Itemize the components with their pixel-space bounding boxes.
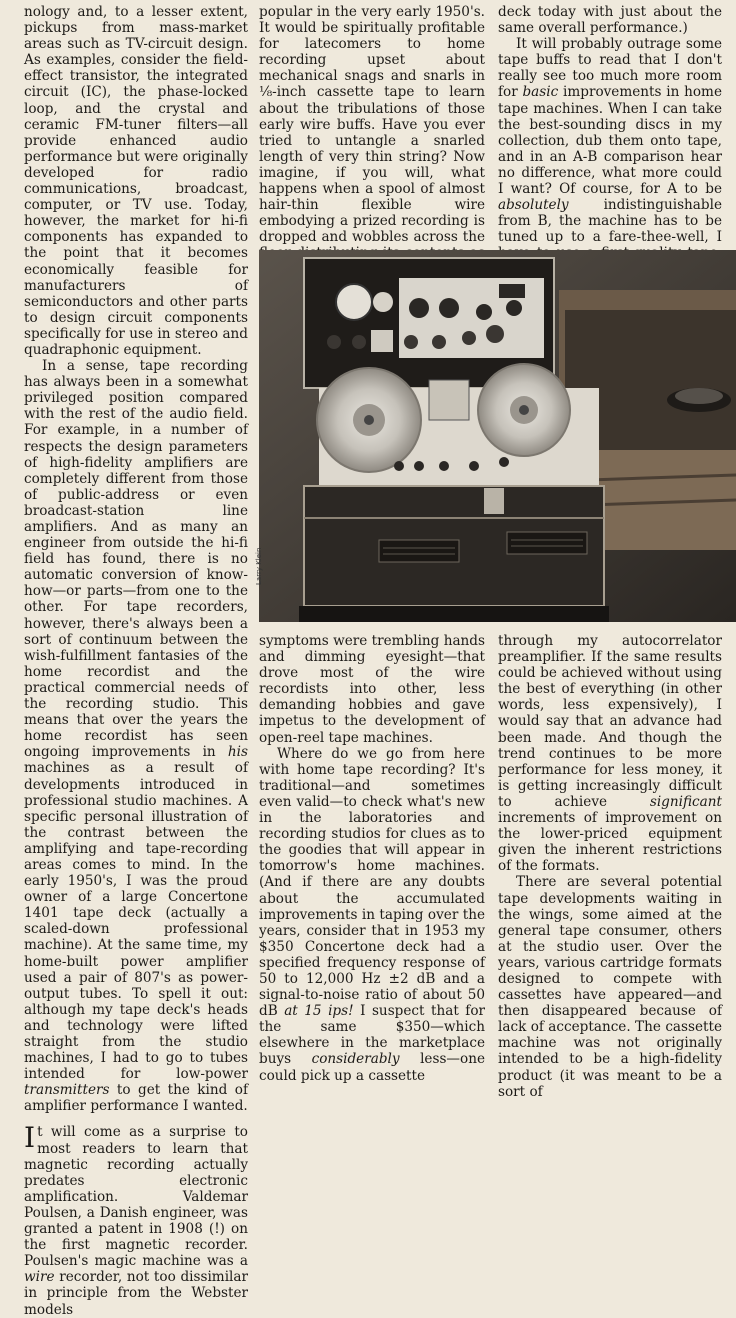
column-2-bottom: [259, 633, 485, 1084]
drop-cap: I: [24, 1121, 36, 1155]
paragraph: It will probably outrage some tape buffs to read that I don't really see too much more room for basic improvements in home tape machines. When I can take the best-sounding discs in my collection, dub them onto tape, and in an A-B comparison hear no difference, what more could I want? Of course, for A to be absolutely indistinguishable from B, the machine has to be tuned up to a fare-thee-well, I: [498, 36, 722, 246]
paragraph: It will come as a surprise to most readers to learn that magnetic recording actually predates electronic amplification. Valdemar Poulsen, a Danish engineer, was granted a patent in 1908 (!) on the first magnetic recorder. Poulsen's magic machine was a wire recorder, not too dissimilar in principle from the Webster models: [24, 1121, 248, 1318]
column-3-bottom: [498, 633, 722, 1100]
column-1: [24, 4, 248, 1318]
photo-credit: Larry Klein: [255, 547, 263, 585]
paragraph: popular in the very early 1950's. It would be spiritually profitable for latecomers to home recording upset about mechanical snags and snarls in ¹⁄₈-inch cassette tape to learn about the tribulations of those early wire buffs. Have you ever tried to untangle a snarled length of very thin string? Now imagine, if you will, what happens when a spool of almost hair-thin flexible wire embodying a prized recording is dropped and wobbles across the: [259, 4, 485, 246]
paragraph: In a sense, tape recording has always been in a somewhat privileged position compared with the rest of the audio field. For example, in a number of respects the design parameters of high-fidelity amplifiers are completely different from those of public-address or even broadcast-station line amplifiers. And as many an engineer from outside the hi-fi field has found, there is no automatic conversion of know-how—or parts—from one to the other. For tape recorders, however, there's always been a sort of continuum between the wish-fulfillment fantasies of the home recordist and the practical commercial needs of the recording studio. This means that over the years the home recordist has seen ongoing improvements in his machines as a result of developments introduced in professional studio machines. A specific personal illustration of the contrast between the amplifying and tape-recording areas comes to mind. In the early 1950's, I was the proud owner of a large Concertone 1401 tape deck (actually a scaled-down professional machine). At the same time, my home-built power amplifier used a pair of 807's as power-output tubes. To spell it out: although my tape deck's heads and technology were lifted straight from the studio machines, I had to go to tubes intended for low-power transmitters to get the kind of amplifier performance I wanted.: [24, 358, 248, 1115]
tape-deck-photo: [259, 250, 736, 622]
paragraph: There are several potential tape developments waiting in the wings, some aimed at the general tape consumer, others at the studio user. Over the years, various cartridge formats designed to compete with cassettes have appeared—and then disappeared because of lack of acceptance. The cassette machine was not originally intended to be a high-fidelity product (it was meant to be a sort of: [498, 874, 722, 1100]
paragraph: Where do we go from here with home tape recording? It's traditional—and sometimes even valid—to check what's new in the laboratories and recording studios for clues as to the goodies that will appear in tomorrow's home machines. (And if there are any doubts about the accumulated improvements in taping over the years, consider that in 1953 my $350 Concertone deck had a specified frequency response of 50 to 12,000 Hz ±2 dB and a signal-to-noise ratio of about 50 dB at 15 ips! I suspect that for the same $350—which elsewhere in the marketplace buys considerably less—one could pick up a cassette: [259, 745, 486, 1084]
paragraph: deck today with just about the same overall performance.): [498, 4, 722, 37]
paragraph: nology and, to a lesser extent, pickups from mass-market areas such as TV-circuit design. As examples, consider the field-effect transistor, the integrated circuit (IC), the phase-locked loop, and the crystal and ceramic FM-tuner filters—all provide enhanced audio performance but were originally developed for radio communications, broadcast, computer, or TV use. Today, however, the market for hi-fi components has expanded to the point that it becomes economically feasible for manufacturers of semiconductors and other parts to design circuit components specifically for use in stereo and quadraphonic equipment.: [24, 4, 248, 358]
paragraph: symptoms were trembling hands and dimming eyesight—that drove most of the wire recordists into other, less demanding hobbies and gave impetus to the development of open-reel tape machines.: [259, 633, 485, 746]
paragraph: through my autocorrelator preamplifier. If the same results could be achieved without using the best of everything (in other words, less expensively), I would say that an advance had been made. And though the trend continues to be more performance for less money, it is getting increasingly difficult to achieve significant increments of improvement on the lower-priced equipment given the inherent restrictions of the formats.: [498, 633, 722, 875]
tape-deck-illustration: [259, 250, 736, 622]
